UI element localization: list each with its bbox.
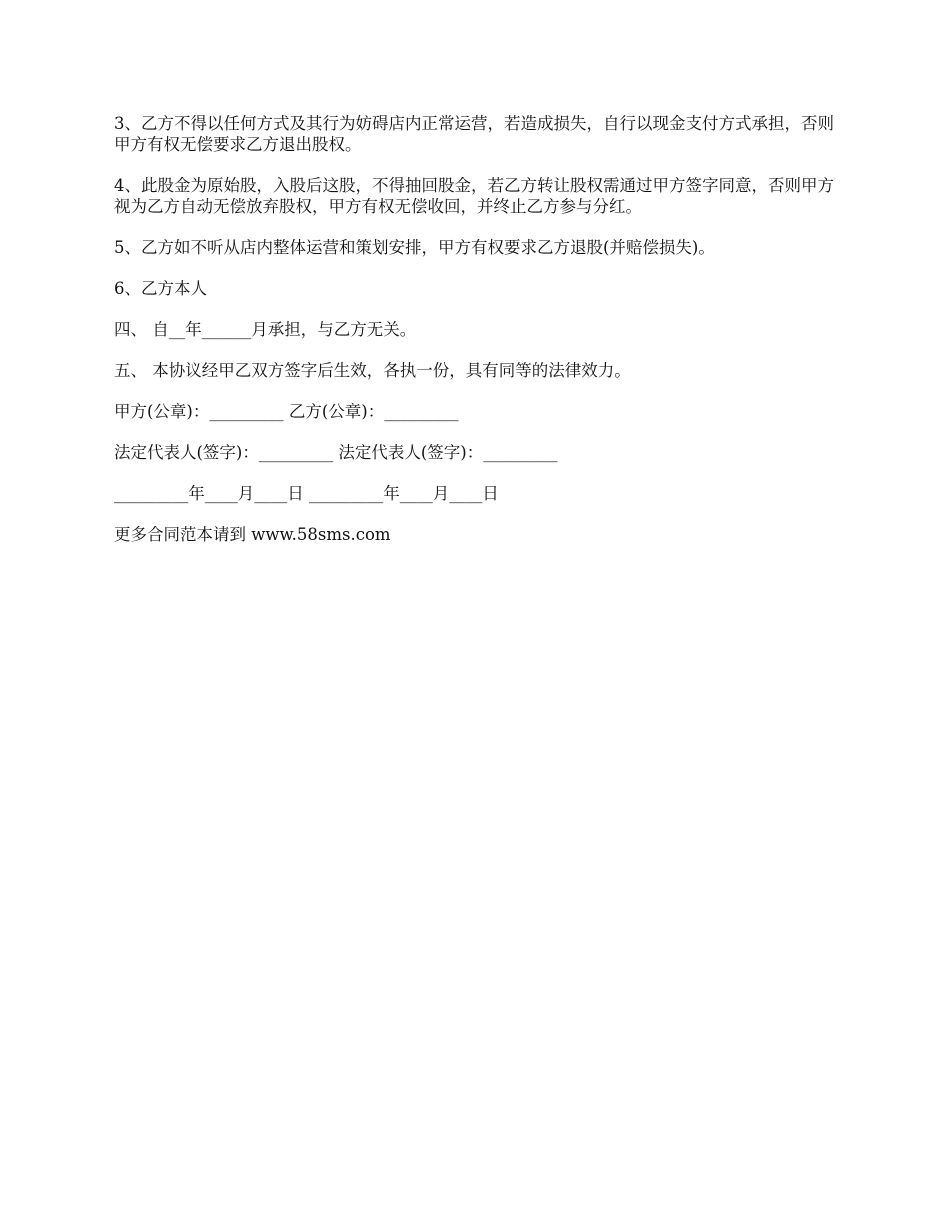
signature-line: 法定代表人(签字)：_________ 法定代表人(签字)：_________	[114, 443, 558, 462]
clause-4: 4、此股金为原始股，入股后这股，不得抽回股金，若乙方转让股权需通过甲方签字同意，否则甲方视为乙方自动无偿放弃股权，甲方有权无偿收回，并终止乙方参与分红。	[114, 176, 834, 216]
seal-line: 甲方(公章)：_________ 乙方(公章)：_________	[114, 402, 459, 421]
clause-3: 3、乙方不得以任何方式及其行为妨碍店内正常运营，若造成损失，自行以现金支付方式承担，否则甲方有权无偿要求乙方退出股权。	[114, 114, 834, 154]
section-four: 四、 自__年______月承担，与乙方无关。	[114, 320, 417, 339]
document-body	[114, 113, 844, 565]
clause-5: 5、乙方如不听从店内整体运营和策划安排，甲方有权要求乙方退股(并赔偿损失)。	[114, 238, 715, 257]
section-five: 五、 本协议经甲乙双方签字后生效，各执一份，具有同等的法律效力。	[114, 361, 631, 380]
date-line: _________年____月____日 _________年____月____日	[114, 484, 499, 503]
clause-6: 6、乙方本人	[114, 279, 207, 298]
footer-note: 更多合同范本请到 www.58sms.com	[114, 525, 391, 544]
